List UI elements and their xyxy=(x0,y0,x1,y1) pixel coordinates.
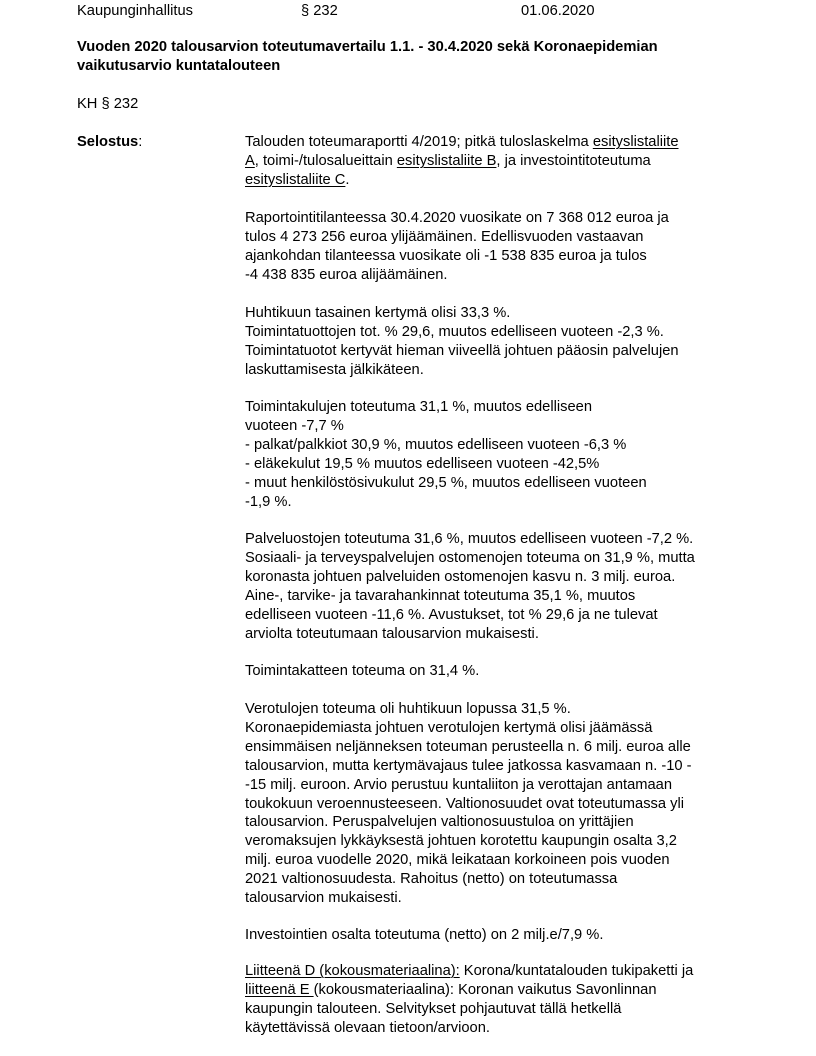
paragraph-tax-revenue: Verotulojen toteuma oli huhtikuun lopussa 31,5 %. Koronaepidemiasta johtuen verotulojen kertymä olisi jäämässä ensimmäisen neljänneksen toteuman perusteella n. 6 milj. euroa alle talousarvion, mutta kertymävajaus tulee jatkossa kasvamaan n. -10 - -15 milj. euroon. Arvio perustuu kuntaliiton ja verottajan antamaan toukokuun veroennusteeseen. Valtionosuudet ovat toteutumassa yli talousarvion. Peruspalvelujen valtionosuustuloa on yrittäjien veromaksujen lykkäyksestä johtuen korotettu kaupungin osalta 3,2 milj. euroa vuodelle 2020, mikä leikataan korkoineen pois vuoden 2021 valtionosuudesta. Rahoitus (netto) on toteutumassa talousarvion mukaisesti. xyxy=(245,701,692,907)
paragraph-investments: Investointien osalta toteutuma (netto) on 2 milj.e/7,9 %. xyxy=(245,927,604,943)
header-date: 01.06.2020 xyxy=(521,3,595,19)
appendix-e-link[interactable]: liitteenä E xyxy=(245,981,314,998)
section-label-text: Selostus xyxy=(77,134,139,150)
attachment-a-link[interactable]: esityslistaliite A xyxy=(245,134,679,169)
p1-text-4: . xyxy=(345,171,350,188)
paragraph-reporting-status: Raportointitilanteessa 30.4.2020 vuosikate on 7 368 012 euroa ja tulos 4 273 256 euroa ylijäämäinen. Edellisvuoden vastaavan ajankohdan tilanteessa vuosikate oli -1 538 835 euroa ja tulos -4 438 835 euroa alijäämäinen. xyxy=(245,210,669,283)
attachment-c-link[interactable]: esityslistaliite C xyxy=(245,171,346,188)
paragraph-operating-margin: Toimintakatteen toteuma on 31,4 %. xyxy=(245,663,480,679)
p9-text-1: Korona/kuntatalouden tukipaketti ja xyxy=(463,963,694,979)
section-label-colon: : xyxy=(138,134,143,150)
p9-text-2: (kokousmateriaalina): Koronan vaikutus Savonlinnan kaupungin talouteen. Selvitykset pohjautuvat tällä hetkellä käytettävissä olevaan tietoon/arvioon. xyxy=(245,981,657,1036)
paragraph-operating-income: Huhtikuun tasainen kertymä olisi 33,3 %. Toimintatuottojen tot. % 29,6, muutos edelliseen vuoteen -2,3 %. Toimintatuotot kertyvät hieman viiveellä johtuen pääosin palvelujen laskuttamisesta jälkikäteen. xyxy=(245,305,679,378)
header-section-number: § 232 xyxy=(301,3,338,19)
paragraph-appendices xyxy=(245,962,745,1038)
paragraph-report-attachments xyxy=(245,133,745,190)
header-department: Kaupunginhallitus xyxy=(77,3,193,19)
p1-text-1: Talouden toteumaraportti 4/2019; pitkä tuloslaskelma xyxy=(245,134,593,150)
p1-text-3: , ja investointitoteutuma xyxy=(496,152,651,169)
document-header xyxy=(77,1,777,21)
kh-reference: KH § 232 xyxy=(77,96,139,112)
attachment-b-link[interactable]: esityslistaliite B xyxy=(396,152,497,169)
appendix-d-link[interactable]: Liitteenä D (kokousmateriaalina): xyxy=(245,963,460,979)
section-label-selostus xyxy=(77,133,142,152)
paragraph-service-purchases: Palveluostojen toteutuma 31,6 %, muutos edelliseen vuoteen -7,2 %. Sosiaali- ja terveyspalvelujen ostomenojen toteuma on 31,9 %, mutta koronasta johtuen palveluiden ostomenojen kasvu n. 3 milj. euroa. Aine-, tarvike- ja tavarahankinnat toteutuma 35,1 %, muutos edelliseen vuoteen -11,6 %. Avustukset, tot % 29,6 ja ne tulevat arviolta toteutumaan talousarvion mukaisesti. xyxy=(245,531,695,642)
document-title: Vuoden 2020 talousarvion toteutumavertailu 1.1. - 30.4.2020 sekä Koronaepidemian vaikutusarvio kuntatalouteen xyxy=(77,39,658,74)
p1-text-2: , toimi-/tulosalueittain xyxy=(254,152,397,169)
paragraph-operating-expenses: Toimintakulujen toteutuma 31,1 %, muutos edelliseen vuoteen -7,7 % - palkat/palkkiot 30,9 %, muutos edelliseen vuoteen -6,3 % - eläkekulut 19,5 % muutos edelliseen vuoteen -42,5% - muut henkilöstösivukulut 29,5 %, muutos edelliseen vuoteen -1,9 %. xyxy=(245,399,647,510)
